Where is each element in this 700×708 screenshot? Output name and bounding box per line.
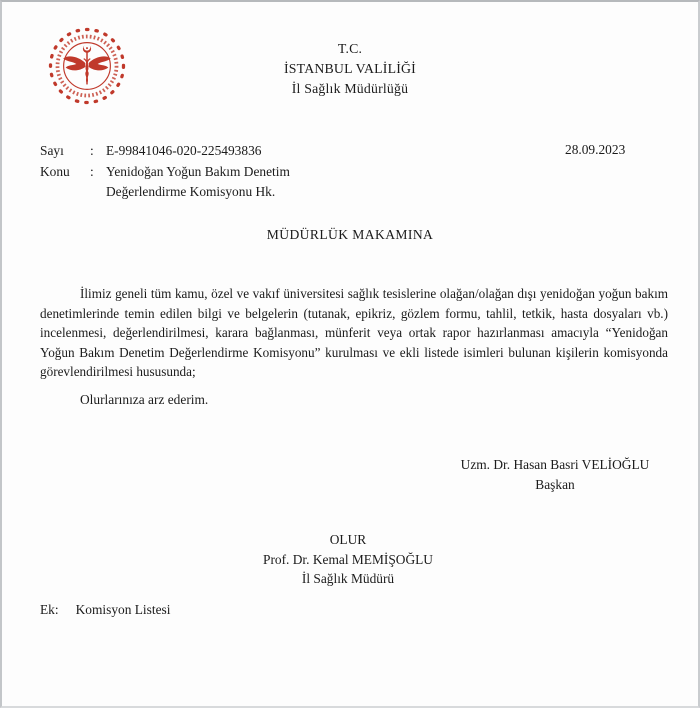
approver-name: Prof. Dr. Kemal MEMİŞOĞLU [263, 551, 433, 567]
attachment-line [40, 602, 170, 618]
approval-heading: OLUR [329, 532, 367, 547]
konu-value [106, 162, 290, 203]
konu-value-line2: Değerlendirme Komisyonu Hk. [106, 184, 276, 199]
konu-label: Konu [40, 163, 70, 179]
approval-block [198, 530, 498, 589]
sayi-row [40, 141, 290, 162]
signature-block [415, 455, 695, 494]
konu-colon: : [90, 163, 94, 179]
konu-row [40, 162, 290, 203]
letterhead-authority: İSTANBUL VALİLİĞİ [284, 61, 416, 76]
body-paragraph: İlimiz geneli tüm kamu, özel ve vakıf üniversitesi sağlık tesislerine olağan/olağan dışı yenidoğan yoğun bakım denetimlerinde temin edilen bilgi ve belgelerin (tutanak, epikriz, gözlem formu, tahlil, tetkik, hasta dosyaları vb.) incelenmesi, değerlendirilmesi, karara bağlanması, münferit veya ortak rapor hazırlanması amacıyla “Yenidoğan Yoğun Bakım Denetim Değerlendirme Komisyonu” kurulması ve ekli listede isimleri bulunan kişilerin komisyonda görevlendirilmesi hususunda; [40, 286, 668, 379]
konu-value-line1: Yenidoğan Yoğun Bakım Denetim [106, 163, 290, 179]
letterhead [2, 39, 698, 99]
sayi-label: Sayı [40, 143, 64, 158]
sayi-colon: : [90, 143, 94, 158]
attachment-label: Ek: [40, 602, 59, 617]
approver-title: İl Sağlık Müdürü [301, 571, 395, 586]
closing-line: Olurlarınıza arz ederim. [80, 392, 209, 407]
sayi-value: E-99841046-020-225493836 [106, 143, 262, 158]
attachment-value: Komisyon Listesi [75, 602, 171, 617]
signer-title: Başkan [535, 476, 575, 492]
recipient-line: MÜDÜRLÜK MAKAMINA [266, 227, 434, 242]
document-date: 28.09.2023 [565, 142, 626, 157]
letterhead-tc: T.C. [337, 41, 363, 56]
letterhead-department: İl Sağlık Müdürlüğü [291, 81, 409, 96]
signer-name: Uzm. Dr. Hasan Basri VELİOĞLU [460, 457, 650, 472]
document-meta [40, 141, 290, 203]
